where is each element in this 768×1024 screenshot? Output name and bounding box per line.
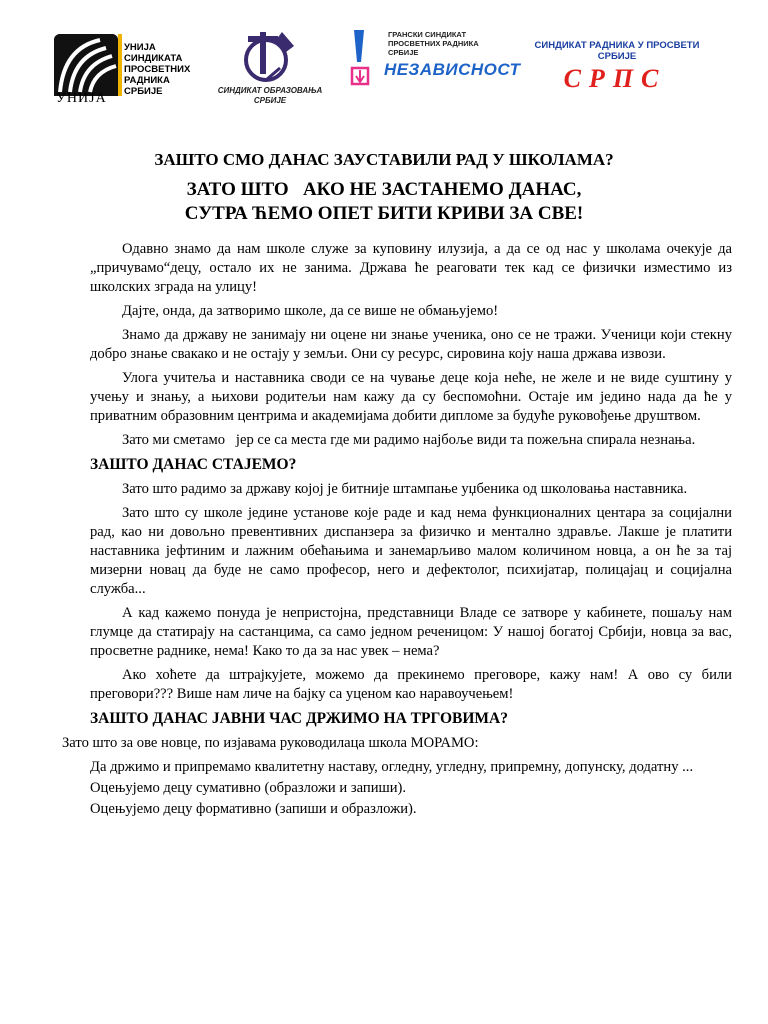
unija-line: СРБИЈЕ	[124, 86, 163, 97]
sos-logo	[208, 28, 328, 112]
srps-name	[512, 40, 722, 62]
paragraph: Зато што за ове новце, по изјавама руководилаца школа МОРАМО:	[62, 735, 479, 751]
unija-line: ПРОСВЕТНИХ	[124, 64, 191, 75]
paragraph: Знамо да државу не занимају ни оцене ни знање ученика, оно се не тражи. Ученици који стекну добро знање свакако и не остају у земљи. Они су ресурс, сировина коју наша држава извози.	[90, 327, 732, 362]
main-heading: ЗАШТО СМО ДАНАС ЗАУСТАВИЛИ РАД У ШКОЛАМА?	[154, 150, 614, 169]
article-body	[62, 240, 732, 821]
pen-emblem-icon	[236, 28, 300, 91]
sos-line: СИНДИКАТ ОБРАЗОВАЊА	[217, 86, 323, 95]
sub-heading-line-1: ЗАТО ШТО АКО НЕ ЗАСТАНЕМО ДАНАС,	[186, 179, 582, 200]
srps-logo	[512, 34, 722, 104]
section-heading: ЗАШТО ДАНАС СТАЈЕМО?	[90, 456, 297, 473]
sos-name	[212, 86, 328, 105]
nezavisnost-wordmark: НЕЗАВИСНОСТ	[384, 60, 521, 79]
srps-wordmark: СРПС	[563, 64, 667, 93]
gs-name	[388, 30, 504, 57]
srps-line: СРБИЈЕ	[597, 51, 637, 62]
unija-logo	[54, 34, 204, 112]
unija-line: СИНДИКАТА	[124, 53, 183, 64]
nezavisnost-logo	[344, 28, 521, 112]
unija-line: РАДНИКА	[124, 75, 170, 86]
list-item: Оцењујемо децу формативно (запиши и образложи).	[90, 801, 417, 817]
unija-accent-stripe	[118, 34, 122, 96]
paragraph: Зато ми сметамо јер се са места где ми радимо најбоље види та пожељна спирала незнања.	[122, 432, 696, 448]
gs-line: ПРОСВЕТНИХ РАДНИКА СРБИЈЕ	[388, 39, 479, 57]
unija-wordmark: УНИЈА	[56, 91, 107, 106]
paragraph: Зато што су школе једине установе које раде и кад нема функционалних центара за социјални рад, као ни довољно превентивних диспанзера за физичко и ментално здравље. Лакше је платити наставника јефтиним и лажним обећањима и занемарљиво малом количином новца, а он ће за тај мизерни новац да буде не само професор, него и дефектолог, психијатар, полицајац и социјална служба...	[90, 505, 732, 597]
sub-heading	[0, 178, 768, 226]
sos-line: СРБИЈЕ	[253, 95, 287, 105]
list-item: Оцењујемо децу сумативно (образложи и запиши).	[90, 780, 407, 796]
gs-line: ГРАНСКИ СИНДИКАТ	[388, 30, 467, 39]
sub-heading-line-2: СУТРА ЋЕМО ОПЕТ БИТИ КРИВИ ЗА СВЕ!	[184, 203, 584, 224]
list-item: Да држимо и припремамо квалитетну наставу, огледну, угледну, припремну, допунску, додатну ...	[90, 759, 694, 775]
logo-strip	[0, 24, 768, 114]
paragraph: Одавно знамо да нам школе служе за куповину илузија, а да се од нас у школама очекује да „причувамо“децу, остало их не занима. Држава ће реаговати тек кад се физички изместимо из школских зграда на улицу!	[90, 241, 732, 295]
srps-line: СИНДИКАТ РАДНИКА У ПРОСВЕТИ	[534, 40, 700, 51]
unija-line: УНИЈА	[124, 42, 156, 53]
paragraph: Зато што радимо за државу којој је битније штампање уџбеника од школовања наставника.	[122, 481, 688, 497]
paragraph: Дајте, онда, да затворимо школе, да се више не обмањујемо!	[122, 303, 499, 319]
paragraph: Ако хоћете да штрајкујете, можемо да прекинемо преговоре, кажу нам! А ово су били преговори??? Више нам личе на бајку са уценом као наравоучењем!	[90, 667, 732, 702]
paragraph: А кад кажемо понуда је непристојна, представници Владе се затворе у кабинете, пошаљу нам глумце да статирају на састанцима, са само једном реченицом: У нашој богатој Србији, новца за вас, просветне раднике, нема! Како то да за нас увек – нема?	[90, 605, 732, 659]
unija-emblem-icon	[54, 34, 118, 96]
exclamation-pen-icon	[344, 28, 384, 97]
section-heading: ЗАШТО ДАНАС ЈАВНИ ЧАС ДРЖИМО НА ТРГОВИМА?	[90, 710, 508, 727]
unija-name	[124, 42, 190, 97]
paragraph: Улога учитеља и наставника своди се на чување деце која неће, не желе и не виде суштину у учењу и знању, а њихови родитељи нам кажу да су беспомоћни. Остаје им једино нада да ће у приватним образовним центрима и академијама добити дипломе за будуће руковођење друштвом.	[90, 370, 732, 424]
